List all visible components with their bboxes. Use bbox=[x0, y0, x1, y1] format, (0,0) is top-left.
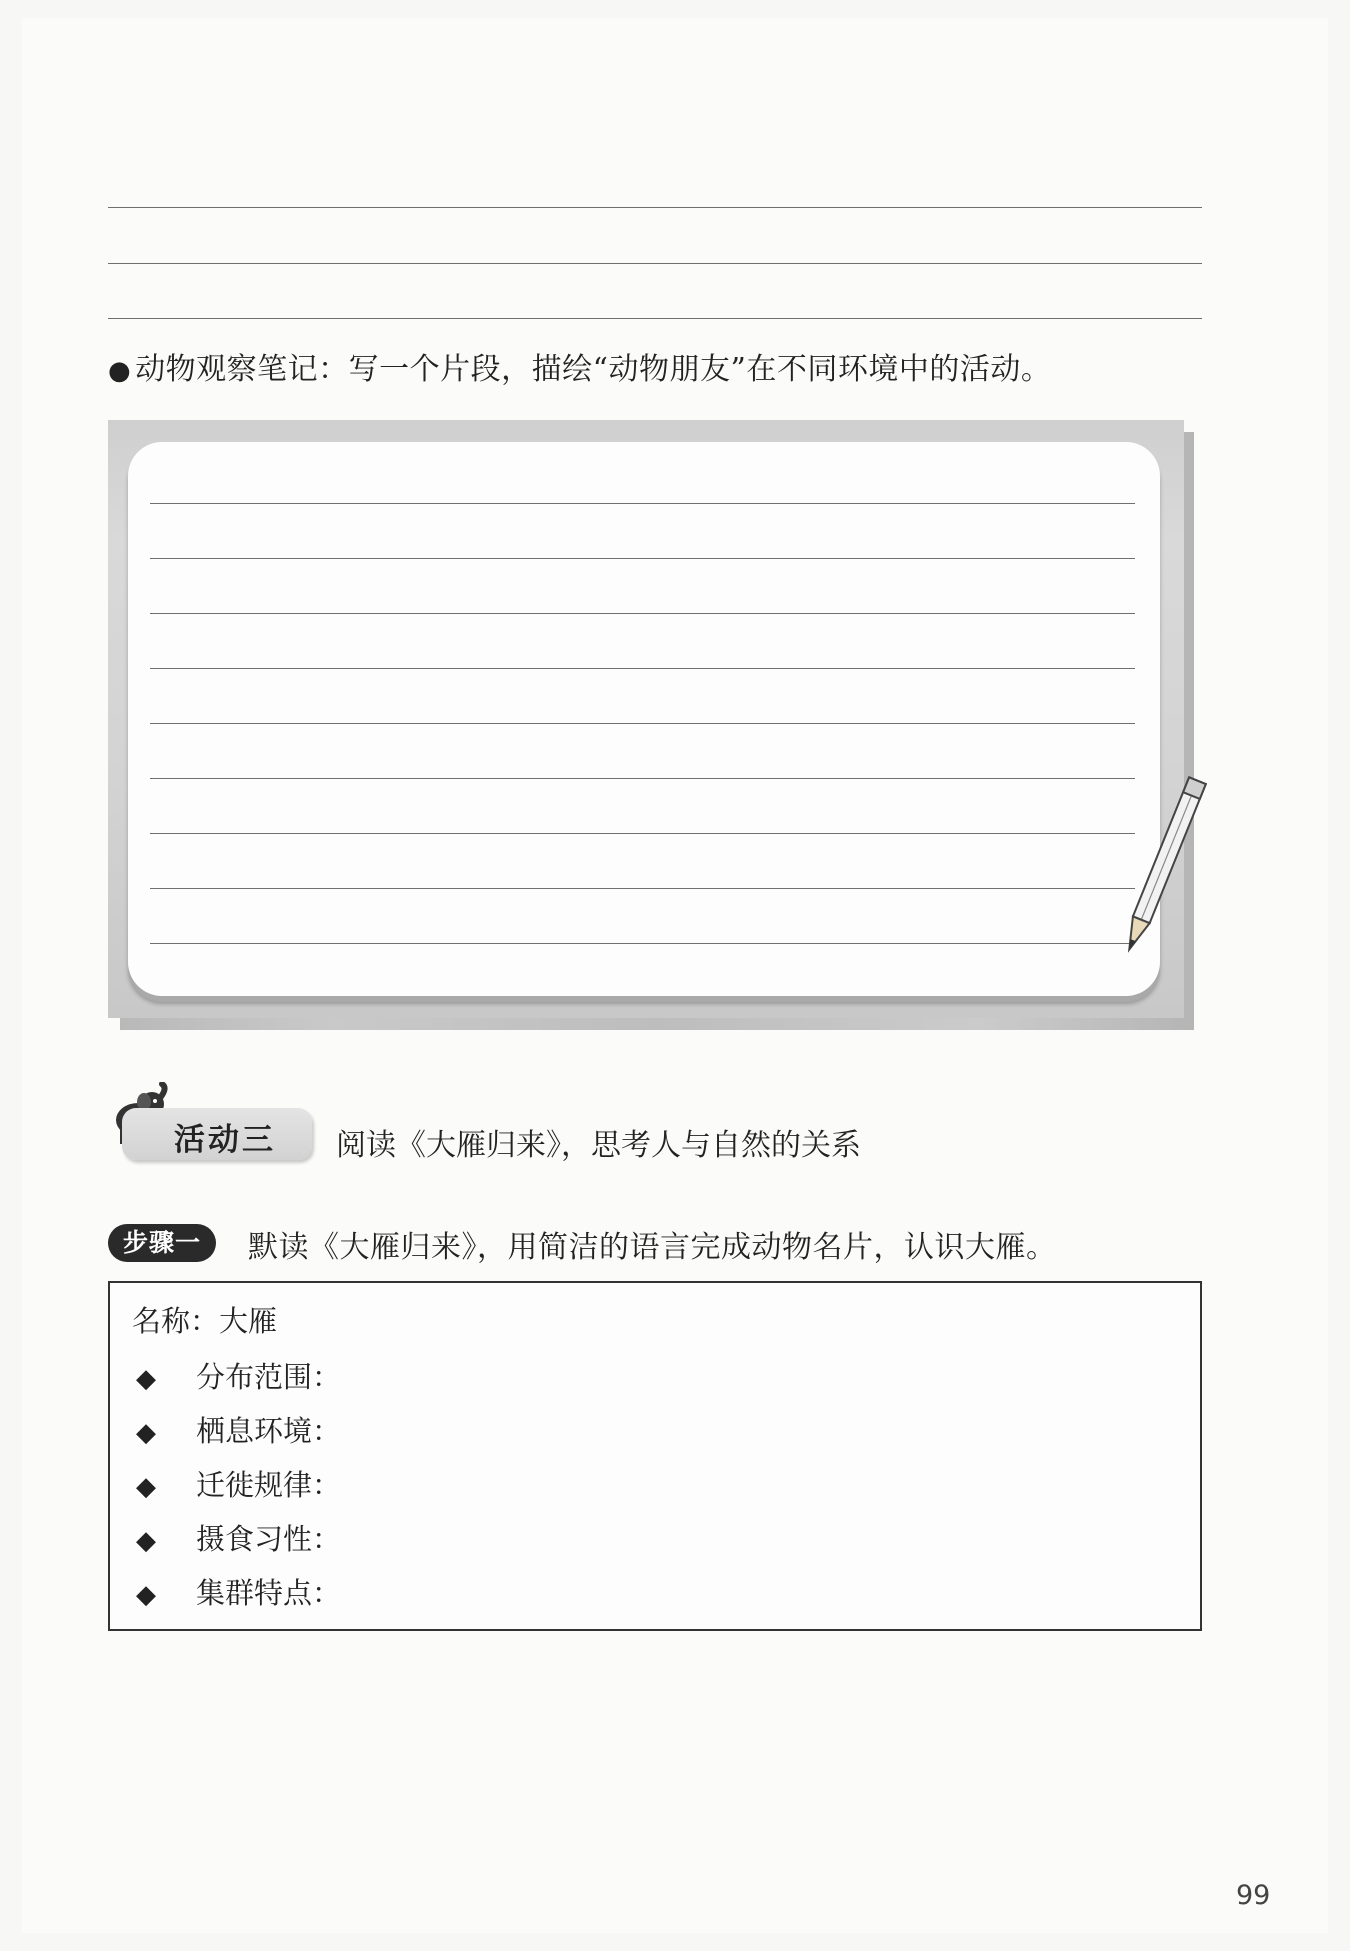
note-line bbox=[150, 668, 1135, 669]
field-label: 分布范围： bbox=[196, 1360, 342, 1394]
namecard-field bbox=[136, 1571, 341, 1612]
namecard-field bbox=[136, 1355, 341, 1396]
namecard-field bbox=[136, 1517, 341, 1558]
answer-line bbox=[108, 318, 1202, 319]
diamond-bullet-icon: ◆ bbox=[136, 1526, 156, 1556]
page-number: 99 bbox=[1236, 1880, 1271, 1911]
activity-badge bbox=[122, 1108, 312, 1160]
answer-line bbox=[108, 207, 1202, 208]
field-label: 迁徙规律： bbox=[196, 1468, 342, 1502]
note-line bbox=[150, 613, 1135, 614]
pencil-icon bbox=[1118, 766, 1208, 966]
note-line bbox=[150, 778, 1135, 779]
diamond-bullet-icon: ◆ bbox=[136, 1472, 156, 1502]
note-line bbox=[150, 558, 1135, 559]
activity-title: 阅读《大雁归来》，思考人与自然的关系 bbox=[336, 1128, 861, 1163]
answer-line bbox=[108, 263, 1202, 264]
namecard-name-line: 名称：大雁 bbox=[132, 1304, 278, 1338]
step-badge: 步骤一 bbox=[108, 1224, 216, 1262]
bullet-dot: ● bbox=[108, 356, 132, 386]
diamond-bullet-icon: ◆ bbox=[136, 1580, 156, 1610]
note-line bbox=[150, 503, 1135, 504]
note-line bbox=[150, 723, 1135, 724]
animal-namecard bbox=[108, 1281, 1202, 1631]
observation-prompt-text: 动物观察笔记：写一个片段，描绘“动物朋友”在不同环境中的活动。 bbox=[135, 352, 1052, 387]
note-line bbox=[150, 888, 1135, 889]
namecard-field bbox=[136, 1409, 341, 1450]
field-label: 集群特点： bbox=[196, 1576, 342, 1610]
note-line bbox=[150, 943, 1135, 944]
namecard-field bbox=[136, 1463, 341, 1504]
field-label: 摄食习性： bbox=[196, 1522, 342, 1556]
field-label: 栖息环境： bbox=[196, 1414, 342, 1448]
diamond-bullet-icon: ◆ bbox=[136, 1418, 156, 1448]
step-instruction: 默读《大雁归来》，用简洁的语言完成动物名片，认识大雁。 bbox=[248, 1230, 1057, 1265]
note-line bbox=[150, 833, 1135, 834]
diamond-bullet-icon: ◆ bbox=[136, 1364, 156, 1394]
note-card bbox=[128, 442, 1160, 996]
activity-badge-label: 活动三 bbox=[174, 1122, 276, 1158]
observation-prompt bbox=[108, 352, 1051, 388]
